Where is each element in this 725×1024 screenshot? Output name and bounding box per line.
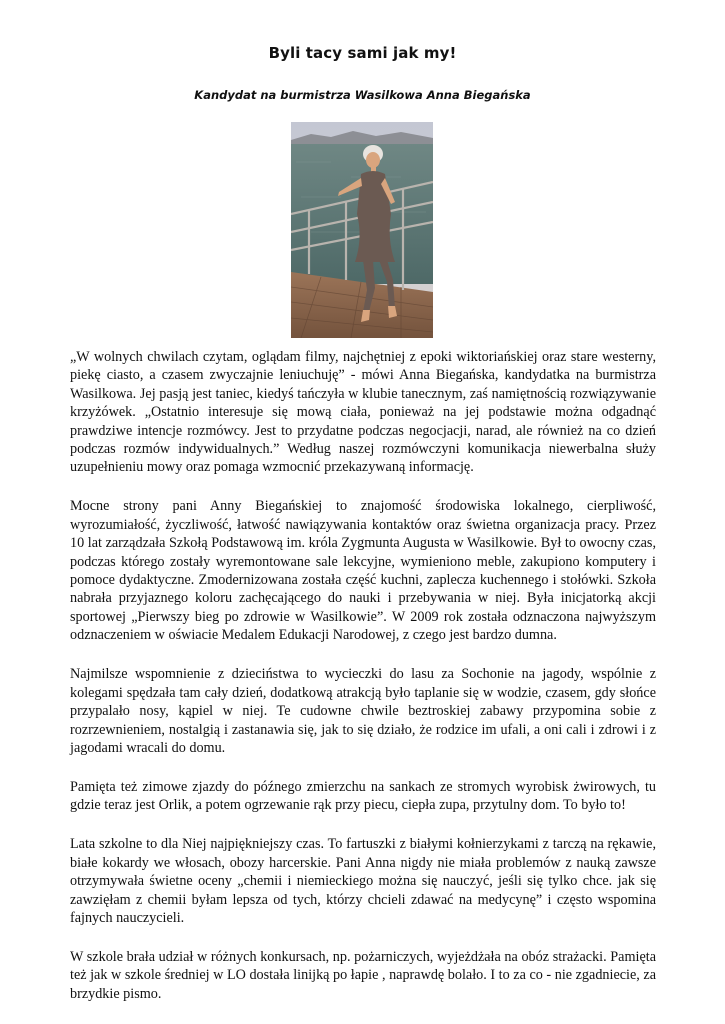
article-subtitle: Kandydat na burmistrza Wasilkowa Anna Biegańska bbox=[194, 88, 531, 102]
paragraph-childhood: Najmilsze wspomnienie z dzieciństwa to wycieczki do lasu za Sochonie na jagody, wspólnie z kolegami spędzała tam cały dzień, dodatkową atrakcją było taplanie się w wodzie, czasem, gdy słońce przypalało nosy, kąpiel w niej. Te cudowne chwile beztroskiej zabawy przypomina sobie z rozrzewnieniem, nostalgią i zastanawia się, jak to się działo, że rodzice im ufali, a oni cali i zdrowi i z jagodami wracali do domu. bbox=[70, 666, 656, 756]
article-title: Byli tacy sami jak my! bbox=[268, 44, 457, 62]
paragraph-strengths: Mocne strony pani Anny Biegańskiej to znajomość środowiska lokalnego, cierpliwość, wyrozumiałość, życzliwość, łatwość nawiązywania kontaktów oraz świetna organizacja pracy. Przez 10 lat zarządzała Szkołą Podstawową im. króla Zygmunta Augusta w Wasilkowie. Był to owocny czas, podczas którego zostały wyremontowane sale lekcyjne, wymieniono meble, zakupiono komputery i pomoce dydaktyczne. Zmodernizowana została część kuchni, zaplecza kuchennego i stołówki. Szkoła nabrała przyjaznego koloru zachęcającego do nauki i przebywania w niej. Była inicjatorką akcji sportowej „Pierwszy bieg po zdrowie w Wasilkowie”. W 2009 rok została odznaczona najwyższym odznaczeniem w oświacie Medalem Edukacji Narodowej, z czego jest bardzo dumna. bbox=[70, 498, 656, 644]
article-body bbox=[70, 348, 656, 1024]
paragraph-hobbies: „W wolnych chwilach czytam, oglądam filmy, najchętniej z epoki wiktoriańskiej oraz stare westerny, piekę ciasto, a czasem zwyczajnie leniuchuję” - mówi Anna Biegańska, kandydatka na burmistrza Wasilkowa. Jej pasją jest taniec, kiedyś tańczyła w klubie tanecznym, zaś namiętnością rozwiązywanie krzyżówek. „Ostatnio interesuje się mową ciała, ponieważ na jej podstawie można odgadnąć prawdziwe intencje rozmówcy. Jest to przydatne podczas negocjacji, narad, ale również na co dzień podczas rozmów indywidualnych.” Według naszej rozmówczyni komunikacja niewerbalna służy uzupełnieniu mowy oraz pomaga wzmocnić przekazywaną informację. bbox=[70, 349, 656, 476]
paragraph-competitions: W szkole brała udział w różnych konkursach, np. pożarniczych, wyjeżdżała na obóz strażacki. Pamięta też jak w szkole średniej w LO dostała linijką po łapie , naprawdę bolało. I to za co - nie zgadniecie, za brzydkie pismo. bbox=[70, 948, 656, 1002]
paragraph-school-years: Lata szkolne to dla Niej najpiękniejszy czas. To fartuszki z białymi kołnierzykami z tarczą na rękawie, białe kokardy we włosach, obozy harcerskie. Pani Anna nigdy nie miała problemów z nauką zawsze otrzymywała świetne oceny „chemii i niemieckiego można się nauczyć, jeśli się tylko chce. jak się zawzięłam z chemii byłam lepsza od tych, którzy chcieli zdawać na medycynę” i często wspomina fajnych nauczycieli. bbox=[70, 836, 656, 926]
paragraph-winter: Pamięta też zimowe zjazdy do późnego zmierzchu na sankach ze stromych wyrobisk żwirowych, tu gdzie teraz jest Orlik, a potem ogrzewanie rąk przy piecu, ciepła zupa, przytulny dom. To było to! bbox=[70, 778, 656, 814]
candidate-photo bbox=[291, 122, 433, 338]
